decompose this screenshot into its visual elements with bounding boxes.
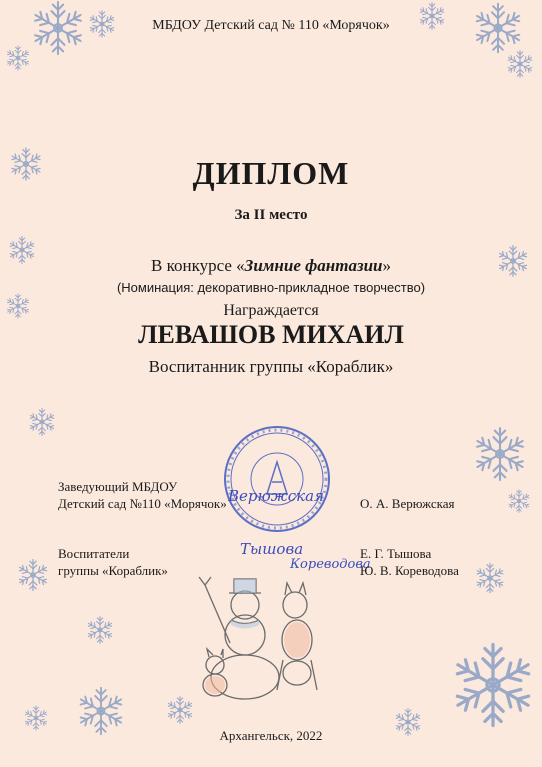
teacher2-signature: Кореводова [290,557,371,572]
nomination: (Номинация: декоративно-прикладное творчество) [116,280,426,295]
place-date: Архангельск, 2022 [219,728,323,743]
snowflake-icon [470,424,530,484]
diploma-title: ДИПЛОМ [192,155,350,191]
snowflake-icon [468,556,512,600]
snowman-illustration [185,565,335,700]
snowflake-icon [10,552,56,598]
teacher1-name: Е. Г. Тышова [360,546,432,561]
organization-header: МБДОУ Детский сад № 110 «Морячок» [152,18,390,33]
awarded-label: Награждается [223,302,319,319]
teachers-title [58,545,168,579]
snowflake-icon [80,610,120,650]
contest-name: Зимние фантазии [244,256,383,275]
head-signature: Верюжская [228,487,324,505]
official-stamp [222,424,332,534]
head-title-line1: Заведующий МБДОУ [58,479,178,494]
teacher1-signature: Тышова [240,540,304,558]
recipient-name: ЛЕВАШОВ МИХАИЛ [138,320,404,349]
award-place: За II место [234,207,308,223]
snowflake-icon [0,40,36,76]
recipient-group: Воспитанник группы «Кораблик» [148,357,394,376]
snowflake-icon [502,484,536,518]
teachers-title-line1: Воспитатели [58,546,130,561]
head-name: О. А. Верюжская [360,496,455,511]
snowflake-icon [500,44,540,84]
contest-prefix: В конкурсе « [151,256,245,275]
head-title [58,478,227,512]
snowflake-icon [448,640,538,730]
head-title-line2: Детский сад №110 «Морячок» [58,496,227,511]
teacher2-name: Ю. В. Кореводова [360,563,459,578]
snowflake-icon [22,402,62,442]
contest-line [0,256,542,276]
contest-suffix: » [382,256,391,275]
teachers-title-line2: группы «Кораблик» [58,563,168,578]
teacher-names [360,545,459,579]
